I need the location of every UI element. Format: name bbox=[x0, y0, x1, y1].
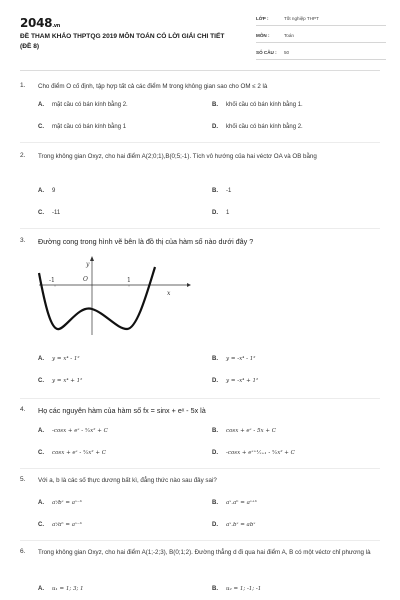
question-number: 6. bbox=[20, 548, 26, 555]
option-b[interactable] bbox=[212, 102, 303, 108]
question-divider bbox=[20, 468, 380, 469]
option-text: -11 bbox=[52, 210, 61, 216]
question-text: Cho điểm O cố định, tập hợp tất cả các điểm M trong không gian sao cho OM ≤ 2 là bbox=[38, 83, 268, 90]
option-letter: A. bbox=[38, 188, 44, 194]
option-text: u₂ = 1; -1; -1 bbox=[226, 586, 262, 592]
option-letter: B. bbox=[212, 428, 218, 434]
question-text: Với a, b là các số thực dương bất kì, đẳng thức nào sau đây sai? bbox=[38, 477, 217, 484]
option-letter: D. bbox=[212, 450, 218, 456]
option-text: mặt cầu có bán kính bằng 1 bbox=[52, 124, 127, 130]
option-letter: B. bbox=[212, 102, 218, 108]
question-number: 2. bbox=[20, 152, 26, 159]
meta-label: MÔN : bbox=[256, 33, 270, 38]
option-b[interactable] bbox=[212, 188, 231, 194]
meta-label: LỚP : bbox=[256, 16, 269, 21]
option-text: 1 bbox=[226, 210, 230, 216]
question-divider bbox=[20, 228, 380, 229]
option-text: 9 bbox=[52, 188, 56, 194]
option-letter: B. bbox=[212, 188, 218, 194]
option-b[interactable] bbox=[212, 356, 255, 362]
tick-label-minus-one: -1 bbox=[49, 277, 55, 284]
question-text: Trong không gian Oxyz, cho hai điểm A(2;0;1),B(0;5;-1). Tích vô hướng của hai véctơ OA và OB bằng bbox=[38, 153, 317, 160]
document-header bbox=[20, 12, 380, 62]
question-text: Đường cong trong hình vẽ bên là đồ thị của hàm số nào dưới đây ? bbox=[38, 237, 254, 246]
option-letter: C. bbox=[38, 522, 44, 528]
meta-label: SỐ CÂU : bbox=[256, 50, 277, 55]
meta-row-subject bbox=[256, 29, 386, 43]
x-axis-label: x bbox=[167, 290, 171, 297]
option-text: khối cầu có bán kính bằng 2. bbox=[226, 124, 303, 130]
y-axis-label: y bbox=[86, 261, 90, 268]
meta-value: Toán bbox=[284, 33, 294, 38]
option-text: -cosx + eˣ - ⁵⁄₂x² + C bbox=[52, 428, 108, 434]
option-letter: C. bbox=[38, 450, 44, 456]
option-a[interactable] bbox=[38, 102, 128, 108]
option-c[interactable] bbox=[38, 378, 82, 384]
question-number: 4. bbox=[20, 406, 26, 413]
option-letter: D. bbox=[212, 210, 218, 216]
option-d[interactable] bbox=[212, 378, 258, 384]
option-letter: D. bbox=[212, 522, 218, 528]
question-text: Trong không gian Oxyz, cho hai điểm A(1;-2;3), B(0;1;2). Đường thẳng d đi qua hai điểm A, B có một véctơ chỉ phương là bbox=[38, 549, 371, 556]
question-divider bbox=[20, 398, 380, 399]
question-number: 1. bbox=[20, 82, 26, 89]
meta-row-class bbox=[256, 12, 386, 26]
tick-label-one: 1 bbox=[127, 277, 131, 284]
question-divider bbox=[20, 540, 380, 541]
option-text: aˣ⁄bˣ = aˣ⁻ᵇ bbox=[52, 500, 83, 506]
option-c[interactable] bbox=[38, 522, 82, 528]
option-text: y = x⁴ + 1² bbox=[52, 378, 83, 384]
option-text: y = x⁴ - 1² bbox=[52, 356, 80, 362]
x-axis-arrow-icon bbox=[187, 283, 191, 287]
option-text: aˣ⁄aᵇ = aˣ⁻ᵇ bbox=[52, 522, 83, 528]
question-number: 5. bbox=[20, 476, 26, 483]
option-a[interactable] bbox=[38, 188, 55, 194]
option-text: cosx + eˣ - 5x + C bbox=[226, 428, 276, 434]
option-b[interactable] bbox=[212, 586, 261, 592]
option-letter: C. bbox=[38, 124, 44, 130]
site-logo[interactable] bbox=[20, 16, 60, 30]
logo-text: 2048 bbox=[20, 16, 53, 30]
logo-suffix: .vn bbox=[52, 23, 61, 29]
option-c[interactable] bbox=[38, 450, 106, 456]
function-graph bbox=[37, 253, 193, 337]
option-c[interactable] bbox=[38, 124, 126, 130]
option-d[interactable] bbox=[212, 450, 295, 456]
exam-title: ĐỀ THAM KHẢO THPTQG 2019 MÔN TOÁN CÓ LỜI GIẢI CHI TIẾT (ĐỀ 8) bbox=[20, 33, 225, 50]
option-a[interactable] bbox=[38, 428, 108, 434]
option-letter: B. bbox=[212, 586, 218, 592]
option-a[interactable] bbox=[38, 356, 80, 362]
option-letter: A. bbox=[38, 500, 44, 506]
option-letter: B. bbox=[212, 500, 218, 506]
option-text: khối cầu có bán kính bằng 1. bbox=[226, 102, 303, 108]
option-letter: A. bbox=[38, 428, 44, 434]
meta-value: Tốt nghiệp THPT bbox=[284, 16, 319, 21]
option-letter: A. bbox=[38, 586, 44, 592]
option-text: aˣ.bˣ = abˣ bbox=[226, 522, 256, 528]
exam-meta bbox=[256, 12, 386, 63]
option-a[interactable] bbox=[38, 586, 84, 592]
question-number: 3. bbox=[20, 237, 26, 244]
option-text: y = -x⁴ + 1² bbox=[226, 378, 259, 384]
origin-label: O bbox=[83, 276, 88, 283]
option-letter: A. bbox=[38, 356, 44, 362]
option-letter: D. bbox=[212, 378, 218, 384]
y-axis-arrow-icon bbox=[90, 256, 94, 261]
header-divider bbox=[20, 70, 380, 71]
option-text: mặt cầu có bán kính bằng 2. bbox=[52, 102, 128, 108]
option-text: u₁ = 1; 3; 1 bbox=[52, 586, 84, 592]
option-d[interactable] bbox=[212, 210, 229, 216]
option-text: cosx + eˣ - ⁵⁄₂x² + C bbox=[52, 450, 106, 456]
option-text: y = -x⁴ - 1² bbox=[226, 356, 256, 362]
option-letter: C. bbox=[38, 378, 44, 384]
option-letter: B. bbox=[212, 356, 218, 362]
option-text: -1 bbox=[226, 188, 232, 194]
option-a[interactable] bbox=[38, 500, 82, 506]
option-d[interactable] bbox=[212, 522, 255, 528]
option-b[interactable] bbox=[212, 500, 257, 506]
meta-row-count bbox=[256, 46, 386, 60]
option-letter: C. bbox=[38, 210, 44, 216]
question-text: Họ các nguyên hàm của hàm số fx = sinx + eˣ - 5x là bbox=[38, 406, 206, 415]
function-curve bbox=[39, 267, 155, 329]
option-d[interactable] bbox=[212, 124, 303, 130]
option-text: aˣ.aᵇ = aˣ⁺ᵇ bbox=[226, 500, 257, 506]
option-b[interactable] bbox=[212, 428, 276, 434]
option-c[interactable] bbox=[38, 210, 60, 216]
question-divider bbox=[20, 142, 380, 143]
meta-value: 50 bbox=[284, 50, 290, 55]
option-letter: A. bbox=[38, 102, 44, 108]
option-letter: D. bbox=[212, 124, 218, 130]
option-text: -cosx + eˣ⁺¹⁄ₓ₊₁ - ⁵⁄₂x² + C bbox=[226, 450, 295, 456]
